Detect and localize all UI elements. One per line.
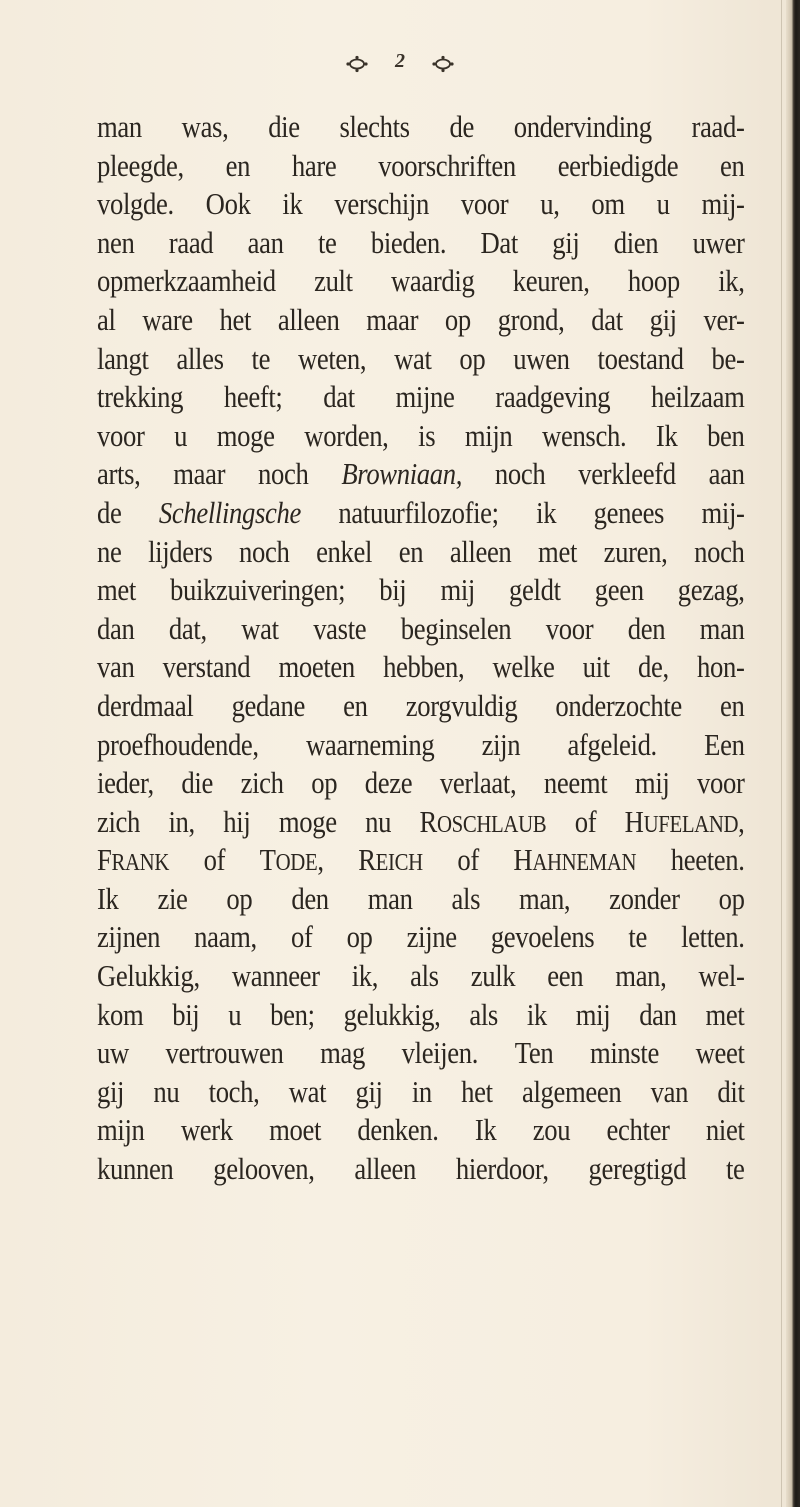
word: of — [574, 803, 597, 839]
word: heeten. — [670, 842, 745, 878]
word: dit — [717, 1073, 745, 1109]
text-line — [97, 1111, 745, 1150]
word: op — [226, 880, 253, 916]
word: ben — [707, 417, 745, 453]
word: gezag, — [677, 572, 745, 608]
text-line — [97, 185, 745, 224]
word: op — [311, 765, 338, 801]
word: gedane — [231, 687, 305, 723]
word: noch — [494, 456, 546, 492]
word: afgeleid. — [567, 726, 657, 762]
text-line — [97, 417, 745, 456]
text-line — [97, 610, 745, 649]
word: voor — [460, 186, 509, 222]
text-line — [97, 648, 745, 687]
text-line — [97, 494, 745, 533]
word: op — [459, 340, 486, 376]
word: om — [591, 186, 625, 222]
word: proefhoudende, — [97, 726, 259, 762]
word: die — [268, 109, 300, 144]
word: van — [650, 1073, 689, 1109]
word: zijn — [481, 726, 521, 762]
word: en — [720, 147, 745, 183]
word: zijne — [406, 919, 457, 955]
diamond-ornament-icon — [431, 53, 455, 71]
word: denken. — [357, 1112, 439, 1148]
text-line — [97, 841, 745, 880]
word: in, — [168, 803, 195, 839]
word: algemeen — [522, 1073, 622, 1109]
word: volgde. — [97, 186, 174, 222]
word: als — [410, 958, 439, 994]
body-text — [97, 108, 745, 1189]
word: dan — [97, 610, 135, 646]
word: te — [628, 919, 647, 955]
text-line — [97, 571, 745, 610]
word: hierdoor, — [455, 1151, 549, 1187]
word: maar — [366, 301, 419, 337]
word: ne — [97, 533, 122, 569]
word: voorschriften — [378, 147, 516, 183]
word: gij — [552, 224, 580, 260]
word: echter — [606, 1112, 670, 1148]
word: zijnen — [97, 919, 161, 955]
word: op — [718, 880, 745, 916]
word: man, — [615, 958, 667, 994]
word: mij — [440, 572, 475, 608]
word: Een — [704, 726, 745, 762]
word: verschijn — [334, 186, 429, 222]
word: als — [451, 880, 481, 916]
word: beginselen — [400, 610, 512, 646]
word: al — [97, 301, 116, 337]
text-line — [97, 726, 745, 765]
word: de, — [637, 649, 669, 685]
word: moge — [278, 803, 337, 839]
word: geldt — [509, 572, 561, 608]
word: FRANK — [97, 842, 170, 878]
word: letten. — [681, 919, 745, 955]
word: de — [97, 494, 122, 530]
word: raad- — [691, 109, 745, 144]
word: alleen — [449, 533, 512, 569]
word: buikzuiveringen; — [170, 572, 346, 608]
word: zie — [157, 880, 188, 916]
word: mijn — [97, 1112, 145, 1148]
word: met — [705, 996, 745, 1032]
word: welke — [492, 649, 555, 685]
text-line — [97, 996, 745, 1035]
word: mijne — [395, 379, 455, 415]
word: waarneming — [306, 726, 435, 762]
word: moet — [269, 1112, 322, 1148]
text-line — [97, 1034, 745, 1073]
word: mag — [320, 1035, 366, 1071]
word: Schellingsche — [158, 494, 302, 530]
word: raadgeving — [495, 379, 611, 415]
word: noch — [258, 456, 309, 492]
word: zulk — [470, 958, 516, 994]
page-edge-line — [781, 0, 782, 1507]
word: gevoelens — [490, 919, 595, 955]
word: mij — [634, 765, 670, 801]
word: verstand — [162, 649, 251, 685]
word: mij- — [701, 494, 745, 530]
word: was, — [181, 109, 229, 144]
word: aan — [708, 456, 745, 492]
word: ROSCHLAUB — [419, 803, 547, 839]
word: toestand — [597, 340, 684, 376]
word: HAHNEMAN — [513, 842, 637, 878]
text-line — [97, 764, 745, 803]
word: vaste — [313, 610, 367, 646]
word: man — [97, 109, 142, 144]
word: zonder — [609, 880, 680, 916]
word: waardig — [391, 263, 475, 299]
word: wanneer — [231, 958, 320, 994]
word: het — [461, 1073, 493, 1109]
word: ik, — [718, 263, 745, 299]
word: verkleefd — [578, 456, 676, 492]
word: worden, — [304, 417, 389, 453]
word: met — [97, 572, 136, 608]
text-line — [97, 147, 745, 186]
word: vertrouwen — [165, 1035, 284, 1071]
word: lijders — [148, 533, 213, 569]
word: werk — [180, 1112, 233, 1148]
word: weten, — [297, 340, 367, 376]
text-line — [97, 533, 745, 572]
word: wel- — [698, 958, 745, 994]
word: bij — [379, 572, 407, 608]
word: gelooven, — [213, 1151, 315, 1187]
word: arts, — [97, 456, 141, 492]
word: alleen — [277, 301, 340, 337]
word: u — [228, 996, 242, 1032]
word: mijn — [464, 417, 513, 453]
word: derdmaal — [97, 687, 194, 723]
word: uit — [582, 649, 610, 685]
word: zorgvuldig — [405, 687, 518, 723]
word: Dat — [480, 224, 518, 260]
word: met — [538, 533, 578, 569]
word: wat — [241, 610, 279, 646]
text-line — [97, 1073, 745, 1112]
word: u, — [540, 186, 560, 222]
word: bij — [172, 996, 200, 1032]
word: natuurfilozofie; — [338, 494, 499, 530]
word: Ik — [97, 880, 119, 916]
word: hoop — [627, 263, 680, 299]
word: ik — [526, 996, 547, 1032]
page-number: 2 — [395, 50, 405, 72]
word: voor — [697, 765, 745, 801]
text-line — [97, 918, 745, 957]
word: enkel — [316, 533, 373, 569]
word: trekking — [97, 379, 184, 415]
word: minste — [589, 1035, 659, 1071]
word: den — [291, 880, 329, 916]
text-line — [97, 1150, 745, 1189]
word: is — [418, 417, 436, 453]
word: raad — [168, 224, 214, 260]
word: Ten — [514, 1035, 554, 1071]
word: heeft; — [223, 379, 283, 415]
word: of — [203, 842, 226, 878]
word: hebben, — [383, 649, 465, 685]
word: op — [346, 919, 373, 955]
word: den — [627, 610, 666, 646]
word: noch — [694, 533, 745, 569]
text-line — [97, 340, 745, 379]
word: langt — [97, 340, 149, 376]
word: u — [174, 417, 188, 453]
word: hon- — [696, 649, 745, 685]
word: ik — [282, 186, 303, 222]
word: gij — [649, 301, 677, 337]
word: zuren, — [603, 533, 668, 569]
word: en — [398, 533, 424, 569]
word: een — [547, 958, 584, 994]
word: deze — [364, 765, 413, 801]
word: keuren, — [512, 263, 590, 299]
word: of — [457, 842, 479, 878]
word: te — [251, 340, 271, 376]
page-header — [0, 50, 800, 73]
word: TODE, — [259, 842, 324, 878]
text-line — [97, 224, 745, 263]
word: pleegde, — [97, 147, 184, 183]
word: mij — [575, 996, 611, 1032]
word: het — [219, 301, 252, 337]
word: ben; — [270, 996, 315, 1032]
word: opmerkzaamheid — [97, 263, 276, 299]
word: toch, — [208, 1073, 260, 1109]
word: nen — [97, 224, 135, 260]
text-line — [97, 880, 745, 919]
text-line — [97, 262, 745, 301]
word: onderzochte — [555, 687, 682, 723]
word: slechts — [339, 109, 410, 144]
word: als — [469, 996, 498, 1032]
word: noch — [238, 533, 290, 569]
word: alles — [176, 340, 224, 376]
word: ik — [536, 494, 557, 530]
word: zult — [314, 263, 353, 299]
word: te — [317, 224, 337, 260]
word: uw — [97, 1035, 129, 1071]
word: aan — [247, 224, 284, 260]
word: be- — [711, 340, 745, 376]
word: ware — [142, 301, 193, 337]
word: gelukkig, — [343, 996, 441, 1032]
text-line — [97, 803, 745, 842]
word: niet — [705, 1112, 745, 1148]
word: gij — [97, 1073, 125, 1109]
text-line — [97, 957, 745, 996]
word: grond, — [497, 301, 565, 337]
word: REICH — [358, 842, 423, 878]
word: wensch. — [542, 417, 627, 453]
word: Gelukkig, — [97, 958, 200, 994]
word: moeten — [278, 649, 355, 685]
word: genees — [593, 494, 665, 530]
word: voor — [97, 417, 145, 453]
word: zich — [97, 803, 141, 839]
word: moge — [216, 417, 275, 453]
word: bieden. — [370, 224, 447, 260]
diamond-ornament-icon — [345, 53, 369, 71]
word: en — [225, 147, 251, 183]
text-line — [97, 301, 745, 340]
text-line — [97, 687, 745, 726]
text-line — [97, 378, 745, 417]
word: man — [699, 610, 745, 646]
word: mij- — [701, 186, 745, 222]
word: nu — [153, 1073, 180, 1109]
word: man, — [519, 880, 571, 916]
word: nu — [365, 803, 392, 839]
word: naam, — [194, 919, 257, 955]
word: dat — [591, 301, 623, 337]
word: vleijen. — [401, 1035, 479, 1071]
word: uwen — [513, 340, 570, 376]
word: op — [444, 301, 471, 337]
text-line — [97, 455, 745, 494]
word: hare — [291, 147, 337, 183]
word: zich — [240, 765, 284, 801]
word: dien — [613, 224, 659, 260]
word: alleen — [354, 1151, 417, 1187]
word: Ook — [205, 186, 251, 222]
word: en — [343, 687, 368, 723]
word: kom — [97, 996, 144, 1032]
word: ieder, — [97, 765, 154, 801]
word: ver- — [703, 301, 745, 337]
word: en — [720, 687, 745, 723]
word: gij — [355, 1073, 383, 1109]
word: heilzaam — [651, 379, 745, 415]
word: geen — [594, 572, 644, 608]
word: HUFELAND, — [624, 803, 745, 839]
word: Ik — [655, 417, 678, 453]
text-line — [97, 108, 745, 147]
word: neemt — [543, 765, 608, 801]
word: uwer — [692, 224, 745, 260]
word: eerbiedigde — [557, 147, 679, 183]
word: zou — [532, 1112, 571, 1148]
word: voor — [545, 610, 594, 646]
word: de — [449, 109, 474, 144]
word: van — [97, 649, 135, 685]
word: verlaat, — [439, 765, 517, 801]
word: dat, — [168, 610, 207, 646]
word: weet — [695, 1035, 745, 1071]
word: ondervinding — [513, 109, 652, 144]
word: wat — [288, 1073, 327, 1109]
word: Ik — [474, 1112, 497, 1148]
word: hij — [223, 803, 251, 839]
word: die — [181, 765, 213, 801]
word: ik, — [351, 958, 379, 994]
word: te — [725, 1151, 745, 1187]
word: of — [290, 919, 313, 955]
word: Browniaan, — [341, 456, 463, 492]
word: dat — [323, 379, 355, 415]
word: geregtigd — [588, 1151, 687, 1187]
word: man — [367, 880, 413, 916]
word: wat — [394, 340, 432, 376]
word: in — [411, 1073, 432, 1109]
word: kunnen — [97, 1151, 174, 1187]
page-binding-edge — [786, 0, 800, 1507]
word: maar — [173, 456, 226, 492]
word: u — [656, 186, 670, 222]
word: dan — [639, 996, 677, 1032]
